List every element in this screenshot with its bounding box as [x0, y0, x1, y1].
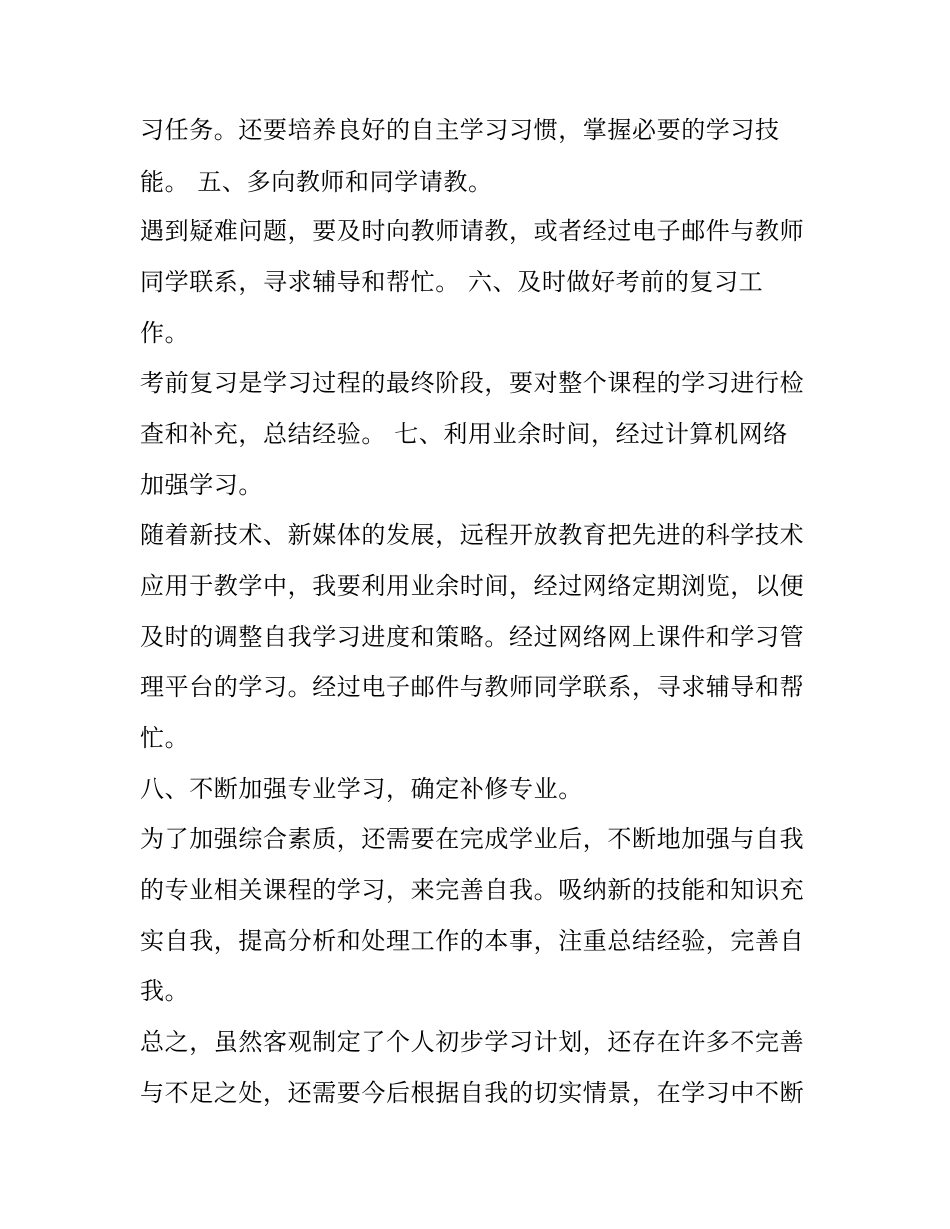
text-line: 总之，虽然客观制定了个人初步学习计划，还存在许多不完善: [140, 1028, 805, 1056]
text-line: 考前复习是学习过程的最终阶段，要对整个课程的学习进行检: [140, 369, 805, 397]
text-line: 实自我，提高分析和处理工作的本事，注重总结经验，完善自: [140, 927, 805, 955]
text-line: 的专业相关课程的学习，来完善自我。吸纳新的技能和知识充: [140, 876, 805, 904]
section-heading: 八、不断加强专业学习，确定补修专业。: [140, 775, 583, 803]
text-line: 同学联系，寻求辅导和帮忙。 六、及时做好考前的复习工: [140, 268, 764, 296]
text-line: 忙。: [140, 724, 190, 752]
text-line: 遇到疑难问题，要及时向教师请教，或者经过电子邮件与教师: [140, 217, 805, 245]
text-line: 能。 五、多向教师和同学请教。: [140, 168, 493, 196]
text-line: 及时的调整自我学习进度和策略。经过网络网上课件和学习管: [140, 623, 805, 651]
text-line: 与不足之处，还需要今后根据自我的切实情景，在学习中不断: [140, 1079, 805, 1107]
text-line: 理平台的学习。经过电子邮件与教师同学联系，寻求辅导和帮: [140, 673, 805, 701]
text-line: 作。: [140, 319, 190, 347]
text-line: 随着新技术、新媒体的发展，远程开放教育把先进的科学技术: [140, 521, 805, 549]
text-line: 我。: [140, 977, 190, 1005]
text-line: 查和补充，总结经验。 七、利用业余时间，经过计算机网络: [140, 420, 788, 448]
text-line: 应用于教学中，我要利用业余时间，经过网络定期浏览，以便: [140, 572, 805, 600]
text-line: 加强学习。: [140, 471, 263, 499]
text-line: 习任务。还要培养良好的自主学习习惯，掌握必要的学习技: [140, 116, 780, 144]
text-line: 为了加强综合素质，还需要在完成学业后，不断地加强与自我: [140, 825, 805, 853]
